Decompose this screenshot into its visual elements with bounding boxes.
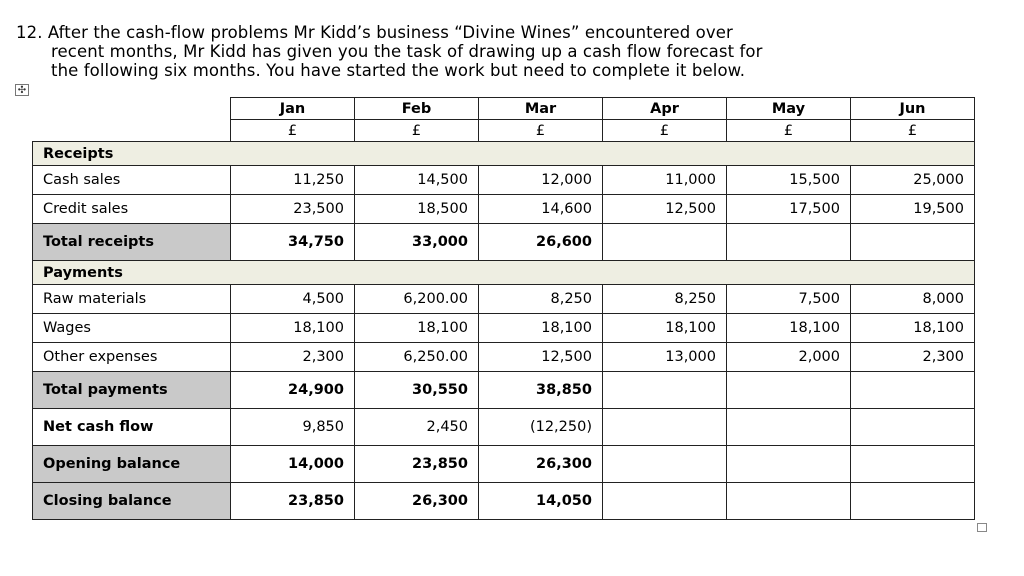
total-payments-row [33, 372, 975, 409]
total-payments-may[interactable] [727, 372, 851, 409]
credit-sales-apr[interactable]: 12,500 [603, 195, 727, 224]
raw-materials-label[interactable]: Raw materials [33, 285, 231, 314]
total-receipts-row [33, 224, 975, 261]
receipts-header[interactable]: Receipts [33, 142, 975, 166]
receipts-section-row [33, 142, 975, 166]
month-jun[interactable]: Jun [851, 98, 975, 120]
opening-balance-row [33, 446, 975, 483]
opening-balance-jan[interactable]: 14,000 [231, 446, 355, 483]
raw-materials-feb[interactable]: 6,200.00 [355, 285, 479, 314]
total-receipts-jan[interactable]: 34,750 [231, 224, 355, 261]
closing-balance-label[interactable]: Closing balance [33, 483, 231, 520]
opening-balance-feb[interactable]: 23,850 [355, 446, 479, 483]
table-move-handle-icon[interactable]: ✣ [15, 84, 29, 96]
total-payments-feb[interactable]: 30,550 [355, 372, 479, 409]
closing-balance-feb[interactable]: 26,300 [355, 483, 479, 520]
net-cash-flow-jun[interactable] [851, 409, 975, 446]
month-jan[interactable]: Jan [231, 98, 355, 120]
question-line-3: the following six months. You have started the work but need to complete it below. [51, 61, 746, 80]
closing-balance-row [33, 483, 975, 520]
currency-cell[interactable]: £ [479, 120, 603, 142]
net-cash-flow-apr[interactable] [603, 409, 727, 446]
cash-sales-may[interactable]: 15,500 [727, 166, 851, 195]
total-payments-mar[interactable]: 38,850 [479, 372, 603, 409]
cash-sales-jun[interactable]: 25,000 [851, 166, 975, 195]
cash-sales-apr[interactable]: 11,000 [603, 166, 727, 195]
net-cash-flow-label[interactable]: Net cash flow [33, 409, 231, 446]
currency-cell[interactable]: £ [231, 120, 355, 142]
credit-sales-jun[interactable]: 19,500 [851, 195, 975, 224]
other-expenses-row [33, 343, 975, 372]
closing-balance-jun[interactable] [851, 483, 975, 520]
opening-balance-mar[interactable]: 26,300 [479, 446, 603, 483]
opening-balance-label[interactable]: Opening balance [33, 446, 231, 483]
credit-sales-row [33, 195, 975, 224]
raw-materials-jan[interactable]: 4,500 [231, 285, 355, 314]
cash-sales-jan[interactable]: 11,250 [231, 166, 355, 195]
closing-balance-jan[interactable]: 23,850 [231, 483, 355, 520]
payments-header[interactable]: Payments [33, 261, 975, 285]
other-expenses-label[interactable]: Other expenses [33, 343, 231, 372]
total-payments-jan[interactable]: 24,900 [231, 372, 355, 409]
net-cash-flow-jan[interactable]: 9,850 [231, 409, 355, 446]
other-expenses-may[interactable]: 2,000 [727, 343, 851, 372]
month-may[interactable]: May [727, 98, 851, 120]
total-receipts-label[interactable]: Total receipts [33, 224, 231, 261]
wages-apr[interactable]: 18,100 [603, 314, 727, 343]
credit-sales-jan[interactable]: 23,500 [231, 195, 355, 224]
closing-balance-mar[interactable]: 14,050 [479, 483, 603, 520]
net-cash-flow-may[interactable] [727, 409, 851, 446]
total-receipts-jun[interactable] [851, 224, 975, 261]
month-mar[interactable]: Mar [479, 98, 603, 120]
wages-feb[interactable]: 18,100 [355, 314, 479, 343]
month-header-row [33, 98, 975, 120]
cash-sales-label[interactable]: Cash sales [33, 166, 231, 195]
cash-sales-row [33, 166, 975, 195]
credit-sales-feb[interactable]: 18,500 [355, 195, 479, 224]
cash-flow-forecast-table [32, 97, 975, 520]
raw-materials-jun[interactable]: 8,000 [851, 285, 975, 314]
credit-sales-may[interactable]: 17,500 [727, 195, 851, 224]
total-receipts-feb[interactable]: 33,000 [355, 224, 479, 261]
question-text [16, 23, 1006, 80]
raw-materials-may[interactable]: 7,500 [727, 285, 851, 314]
net-cash-flow-row [33, 409, 975, 446]
total-receipts-mar[interactable]: 26,600 [479, 224, 603, 261]
month-apr[interactable]: Apr [603, 98, 727, 120]
total-receipts-apr[interactable] [603, 224, 727, 261]
table-resize-handle-icon[interactable] [977, 523, 987, 532]
question-line-2: recent months, Mr Kidd has given you the task of drawing up a cash flow forecast for [51, 42, 763, 61]
raw-materials-mar[interactable]: 8,250 [479, 285, 603, 314]
total-payments-apr[interactable] [603, 372, 727, 409]
currency-cell[interactable]: £ [355, 120, 479, 142]
wages-may[interactable]: 18,100 [727, 314, 851, 343]
currency-cell[interactable]: £ [603, 120, 727, 142]
month-feb[interactable]: Feb [355, 98, 479, 120]
total-payments-jun[interactable] [851, 372, 975, 409]
raw-materials-apr[interactable]: 8,250 [603, 285, 727, 314]
opening-balance-jun[interactable] [851, 446, 975, 483]
net-cash-flow-feb[interactable]: 2,450 [355, 409, 479, 446]
raw-materials-row [33, 285, 975, 314]
cash-sales-feb[interactable]: 14,500 [355, 166, 479, 195]
total-receipts-may[interactable] [727, 224, 851, 261]
blank-corner-cell [33, 98, 231, 142]
other-expenses-feb[interactable]: 6,250.00 [355, 343, 479, 372]
other-expenses-jan[interactable]: 2,300 [231, 343, 355, 372]
closing-balance-apr[interactable] [603, 483, 727, 520]
total-payments-label[interactable]: Total payments [33, 372, 231, 409]
credit-sales-label[interactable]: Credit sales [33, 195, 231, 224]
opening-balance-may[interactable] [727, 446, 851, 483]
net-cash-flow-mar[interactable]: (12,250) [479, 409, 603, 446]
wages-jan[interactable]: 18,100 [231, 314, 355, 343]
other-expenses-mar[interactable]: 12,500 [479, 343, 603, 372]
opening-balance-apr[interactable] [603, 446, 727, 483]
wages-label[interactable]: Wages [33, 314, 231, 343]
question-line-1: 12. After the cash-flow problems Mr Kidd’s business “Divine Wines” encountered over [16, 23, 733, 42]
wages-jun[interactable]: 18,100 [851, 314, 975, 343]
wages-row [33, 314, 975, 343]
credit-sales-mar[interactable]: 14,600 [479, 195, 603, 224]
other-expenses-jun[interactable]: 2,300 [851, 343, 975, 372]
currency-cell[interactable]: £ [851, 120, 975, 142]
cash-sales-mar[interactable]: 12,000 [479, 166, 603, 195]
closing-balance-may[interactable] [727, 483, 851, 520]
other-expenses-apr[interactable]: 13,000 [603, 343, 727, 372]
wages-mar[interactable]: 18,100 [479, 314, 603, 343]
payments-section-row [33, 261, 975, 285]
currency-cell[interactable]: £ [727, 120, 851, 142]
